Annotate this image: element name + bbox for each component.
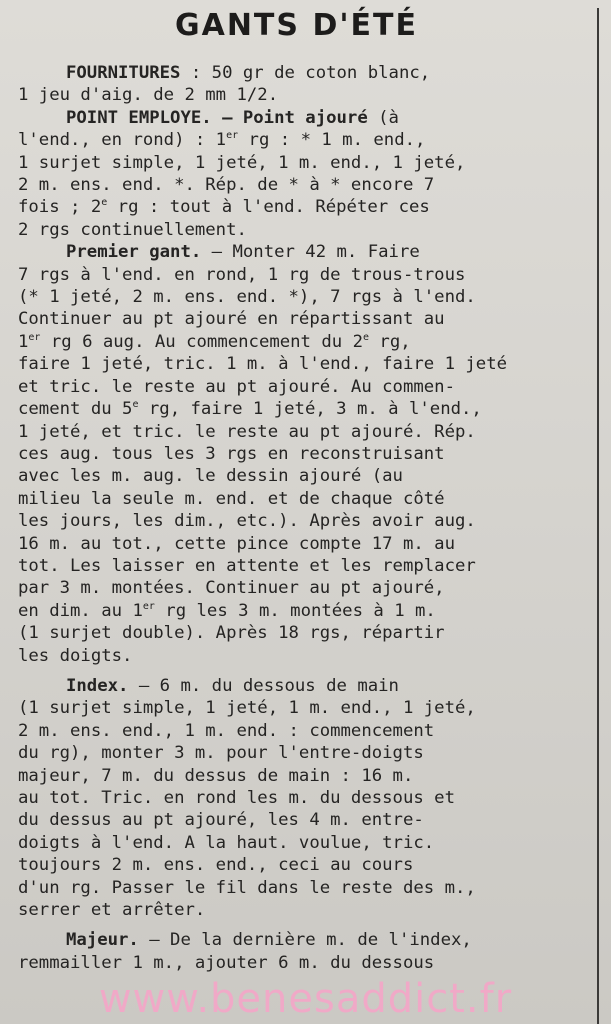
text-line: (* 1 jeté, 2 m. ens. end. *), 7 rgs à l'end. xyxy=(18,287,476,308)
premier-gant-label: Premier gant. xyxy=(66,242,202,263)
text-line: d'un rg. Passer le fil dans le reste des m., xyxy=(18,877,476,898)
text-line: du rg), monter 3 m. pour l'entre-doigts xyxy=(18,743,424,764)
majeur-line: Majeur. — De la dernière m. de l'index, xyxy=(66,930,472,951)
premier-gant-line: Premier gant. — Monter 42 m. Faire xyxy=(66,242,420,263)
text-line: remmailler 1 m., ajouter 6 m. du dessous xyxy=(18,952,435,973)
text-line: au tot. Tric. en rond les m. du dessous et xyxy=(18,788,455,808)
text-line: 16 m. au tot., cette pince compte 17 m. au xyxy=(18,533,455,554)
fournitures-line: FOURNITURES : 50 gr de coton blanc, xyxy=(66,63,431,83)
text-line: 1 surjet simple, 1 jeté, 1 m. end., 1 jeté, xyxy=(18,152,466,173)
text-line: (1 surjet double). Après 18 rgs, répartir xyxy=(18,623,445,644)
text-line: l'end., en rond) : 1er rg : * 1 m. end., xyxy=(18,130,426,151)
text-line: du dessus au pt ajouré, les 4 m. entre- xyxy=(18,810,424,831)
text-line: et tric. le reste au pt ajouré. Au commen- xyxy=(18,376,455,397)
text-line: avec les m. aug. le dessin ajouré (au xyxy=(18,466,403,487)
majeur-label: Majeur. xyxy=(66,930,139,951)
text-line: doigts à l'end. A la haut. voulue, tric. xyxy=(18,832,435,853)
text-line: 2 m. ens. end., 1 m. end. : commencement xyxy=(18,720,435,741)
text-line: 1er rg 6 aug. Au commencement du 2e rg, xyxy=(18,331,411,352)
text-line: 7 rgs à l'end. en rond, 1 rg de trous-trous xyxy=(18,264,466,285)
text-line: les jours, les dim., etc.). Après avoir aug. xyxy=(18,511,476,532)
text-line: tot. Les laisser en attente et les remplacer xyxy=(18,555,476,576)
text-line: les doigts. xyxy=(18,645,133,666)
text-line: par 3 m. montées. Continuer au pt ajouré, xyxy=(18,578,445,599)
text-line: 1 jeu d'aig. de 2 mm 1/2. xyxy=(18,85,279,106)
watermark: www.benesaddict.fr xyxy=(98,976,513,1022)
text-line: ces aug. tous les 3 rgs en reconstruisant xyxy=(18,443,445,464)
pattern-text xyxy=(18,62,578,974)
text-line: cement du 5e rg, faire 1 jeté, 3 m. à l'end., xyxy=(18,399,482,420)
point-employe-line: POINT EMPLOYE. — Point ajouré (à xyxy=(66,107,399,128)
text-line: faire 1 jeté, tric. 1 m. à l'end., faire 1 jeté xyxy=(18,354,507,375)
text-line: serrer et arrêter. xyxy=(18,900,206,921)
index-line: Index. — 6 m. du dessous de main xyxy=(66,675,399,696)
text-line: 1 jeté, et tric. le reste au pt ajouré. Rép. xyxy=(18,421,476,442)
text-line: en dim. au 1er rg les 3 m. montées à 1 m. xyxy=(18,600,436,621)
text-line: toujours 2 m. ens. end., ceci au cours xyxy=(18,855,414,876)
text-line: milieu la seule m. end. et de chaque côté xyxy=(18,488,445,509)
text-line: Continuer au pt ajouré en répartissant au xyxy=(18,309,445,330)
text-line: 2 m. ens. end. *. Rép. de * à * encore 7 xyxy=(18,175,435,196)
text-line: majeur, 7 m. du dessus de main : 16 m. xyxy=(18,765,414,786)
fournitures-label: FOURNITURES xyxy=(66,63,181,83)
text-line: fois ; 2e rg : tout à l'end. Répéter ces xyxy=(18,197,430,218)
index-label: Index. xyxy=(66,675,129,696)
text-line: 2 rgs continuellement. xyxy=(18,219,247,240)
text-line: (1 surjet simple, 1 jeté, 1 m. end., 1 jeté, xyxy=(18,698,476,719)
page-title: GANTS D'ÉTÉ xyxy=(174,8,418,43)
point-employe-label: POINT EMPLOYE. — Point ajouré xyxy=(66,107,368,128)
column-rule xyxy=(597,8,599,1024)
